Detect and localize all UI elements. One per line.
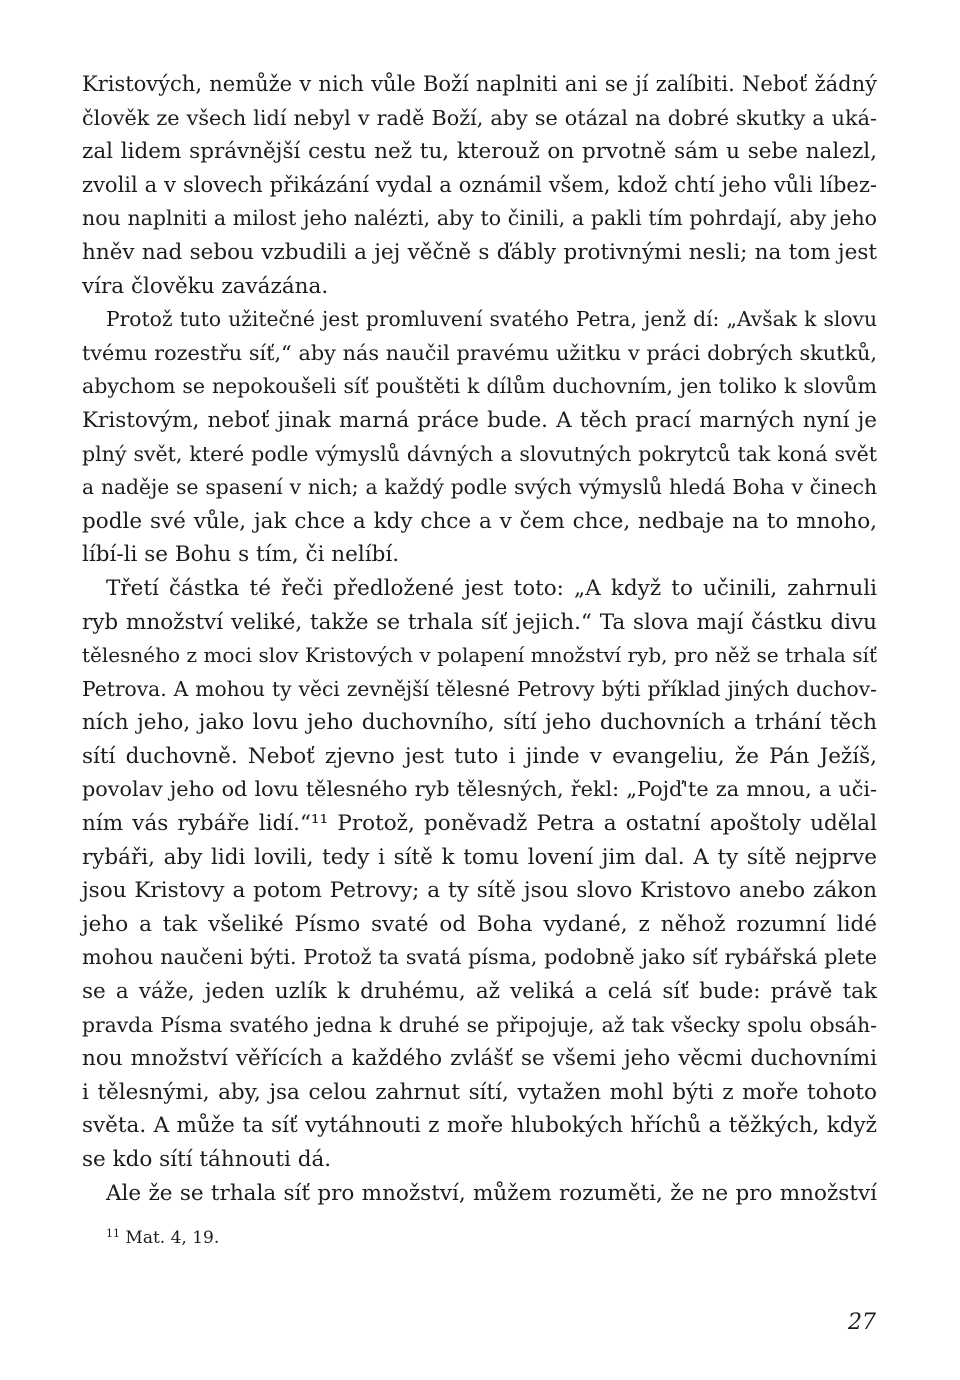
text-line: víra člověku zavázána. (82, 273, 329, 299)
text-line: jsou Kristovy a potom Petrovy; a ty sítě jsou slovo Kristovo anebo zákon (82, 878, 877, 904)
text-line: Petrova. A mohou ty věci zevnější tělesné Petrovy býti příklad jiných duchov- (82, 676, 877, 701)
text-line: ních jeho, jako lovu jeho duchovního, sítí jeho duchovních a trhání těch (82, 710, 877, 736)
text-line: světa. A může ta síť vytáhnouti z moře hlubokých hříchů a těžkých, když (82, 1113, 877, 1139)
text-line: plný svět, které podle výmyslů dávných a slovutných pokrytců tak koná svět (82, 441, 877, 466)
text-line: ním vás rybáře lidí.“¹¹ Protož, poněvadž Petra a ostatní apoštoly udělal (82, 811, 877, 837)
page-number: 27 (848, 1310, 876, 1335)
text-line: jeho a tak všeliké Písmo svaté od Boha vydané, z něhož rozumní lidé (82, 911, 877, 937)
footnote-marker: 11 (106, 1227, 120, 1240)
text-line: povolav jeho od lovu tělesného ryb tělesných, řekl: „Pojď'te za mnou, a uči- (82, 777, 877, 802)
text-line: Třetí částka té řeči předložené jest toto: „A když to učinili, zahrnuli (106, 575, 877, 601)
footnote-text: Mat. 4, 19. (125, 1228, 220, 1248)
text-line: hněv nad sebou vzbudili a jej věčně s ďábly protivnými nesli; na tom jest (82, 239, 877, 265)
text-line: Kristovým, neboť jinak marná práce bude. A těch prací marných nyní je (82, 407, 877, 433)
text-line: Kristových, nemůže v nich vůle Boží naplniti ani se jí zalíbiti. Neboť žádný (82, 72, 877, 96)
text-line: abychom se nepokoušeli síť pouštěti k dílům duchovním, jen toliko k slovům (82, 374, 877, 399)
text-line: se a váže, jeden uzlík k druhému, až veliká a celá síť bude: právě tak (82, 979, 877, 1005)
body-text (82, 68, 877, 1210)
text-line: zvolil a v slovech přikázání vydal a oznámil všem, kdož chtí jeho vůli líbez- (82, 172, 877, 197)
text-line: zal lidem správnější cestu než tu, kterouž on prvotně sám u sebe nalezl, (82, 139, 877, 165)
text-line: líbí-li se Bohu s tím, či nelíbí. (82, 542, 400, 568)
text-line: nou množství věřících a každého zvlášť se všemi jeho věcmi duchovními (82, 1046, 877, 1072)
text-line: se kdo sítí táhnouti dá. (82, 1147, 332, 1172)
text-line: Protož tuto užitečné jest promluvení svatého Petra, jenž dí: „Avšak k slovu (106, 307, 877, 332)
text-line: tvému rozestřu síť,“ aby nás naučil pravému užitku v práci dobrých skutků, (82, 340, 877, 365)
text-line: mohou naučeni býti. Protož ta svatá písma, podobně jako síť rybářská plete (82, 945, 877, 970)
text-line: tělesného z moci slov Kristových v polapení množství ryb, pro něž se trhala síť (82, 643, 877, 668)
text-line: člověk ze všech lidí nebyl v radě Boží, aby se otázal na dobré skutky a uká- (82, 105, 877, 130)
text-line: a naděje se spasení v nich; a každý podle svých výmyslů hledá Boha v činech (82, 475, 877, 500)
text-line: i tělesnými, aby, jsa celou zahrnut sítí, vytažen mohl býti z moře tohoto (82, 1079, 877, 1105)
text-line: podle své vůle, jak chce a kdy chce a v čem chce, nedbaje na to mnoho, (82, 508, 877, 534)
text-line: pravda Písma svatého jedna k druhé se připojuje, až tak všecky spolu obsáh- (82, 1012, 877, 1037)
text-line: ryb množství veliké, takže se trhala síť jejich.“ Ta slova mají částku divu (82, 609, 877, 635)
footnote (106, 1222, 219, 1250)
text-line: sítí duchovně. Neboť zjevno jest tuto i jinde v evangeliu, že Pán Ježíš, (82, 743, 877, 769)
text-line: rybáři, aby lidi lovili, tedy i sítě k tomu lovení jim dal. A ty sítě nejprve (82, 844, 877, 870)
text-line: nou naplniti a milost jeho nalézti, aby to činili, a pakli tím pohrdají, aby jeho (82, 206, 877, 231)
text-line: Ale že se trhala síť pro množství, můžem rozuměti, že ne pro množství (106, 1180, 877, 1206)
